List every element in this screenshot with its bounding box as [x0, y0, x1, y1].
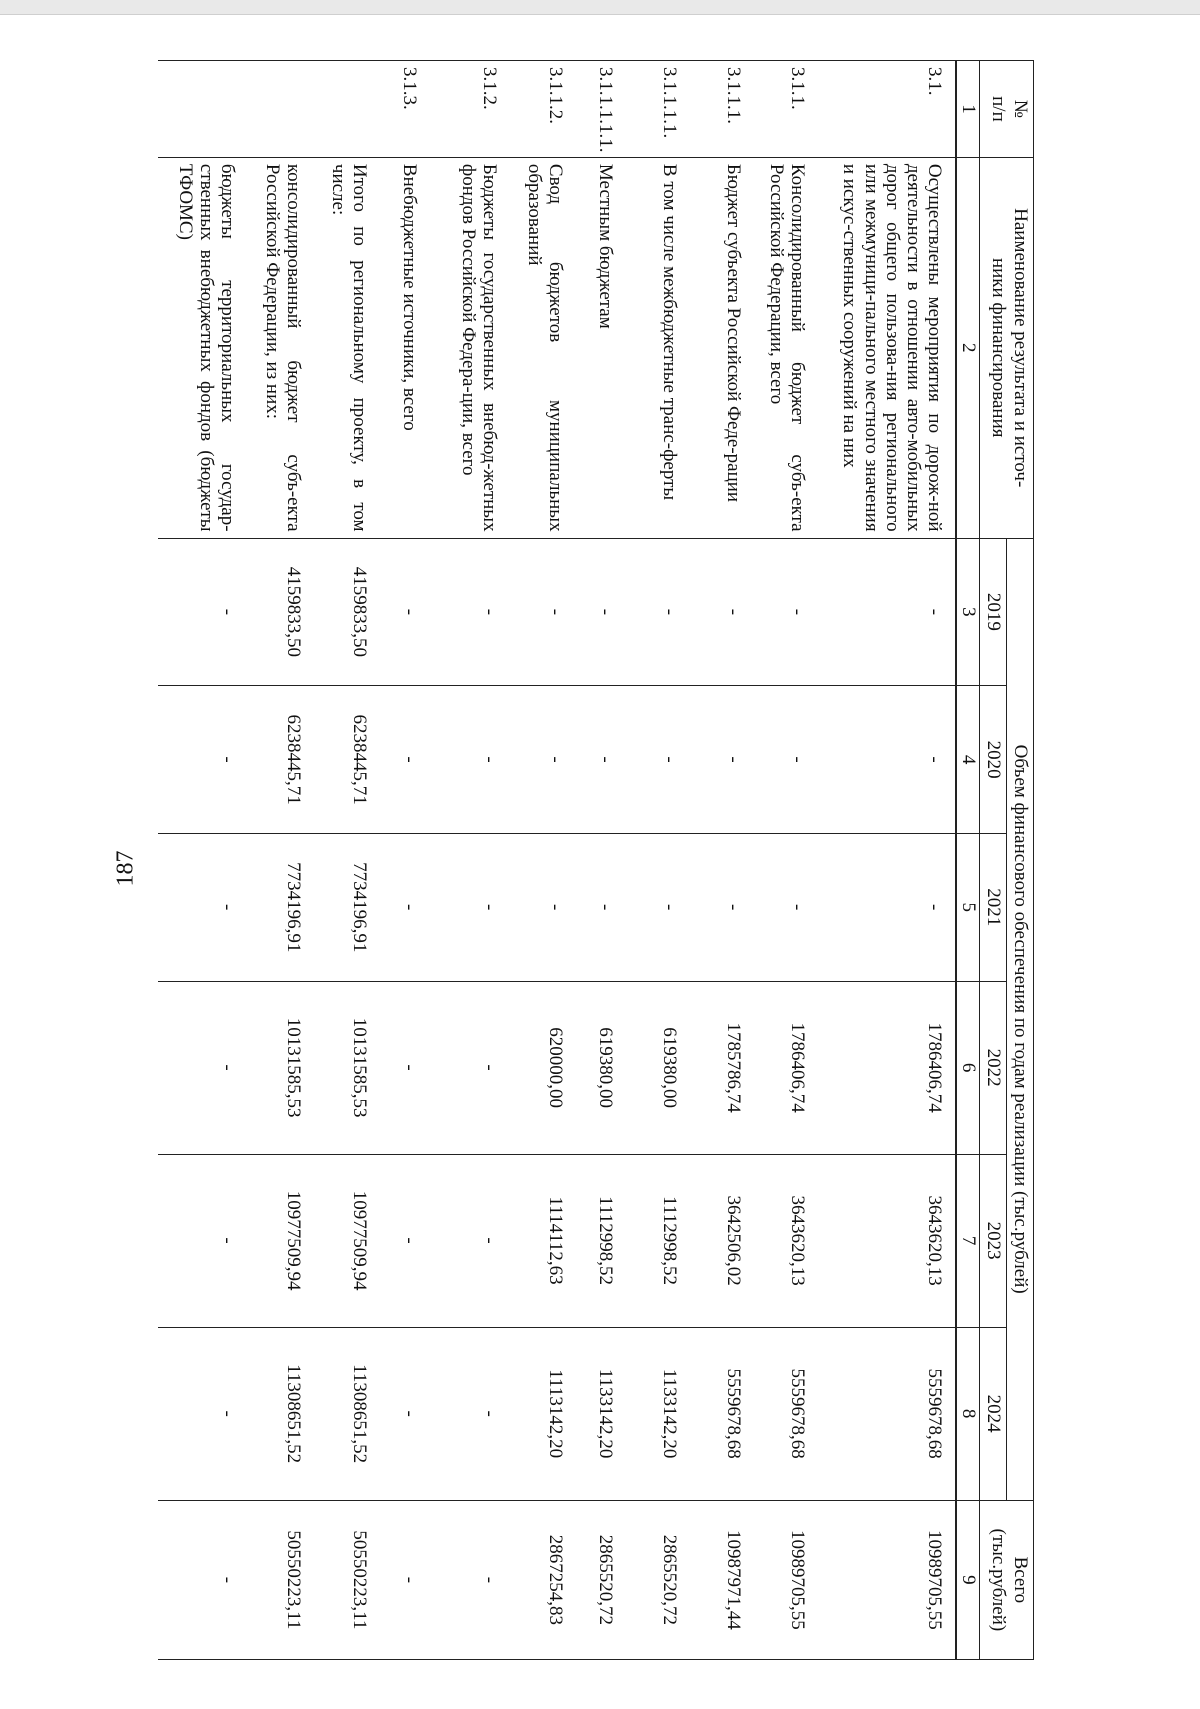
- row-year-value: 4159833,50: [314, 538, 380, 686]
- row-year-value: -: [430, 981, 510, 1154]
- scan-top-edge: [0, 0, 1200, 15]
- row-number: [158, 61, 248, 158]
- header-year: 2024: [980, 1327, 1007, 1500]
- row-year-value: -: [158, 833, 248, 981]
- row-number: 3.1.1.1.: [690, 61, 754, 158]
- row-year-value: 5559678,68: [754, 1327, 818, 1500]
- row-year-value: -: [690, 833, 754, 981]
- row-number: 3.1.1.1.1.1.: [576, 61, 626, 158]
- rotated-page-content: [94, 60, 1034, 1660]
- header-year: 2021: [980, 833, 1007, 981]
- table-row: [576, 61, 626, 1660]
- row-year-value: 1786406,74: [754, 981, 818, 1154]
- row-total-value: 10989705,55: [818, 1500, 956, 1659]
- row-name: консолидированный бюджет субъ-екта Российской Федерации, из них:: [248, 157, 314, 538]
- row-name: В том числе межбюджетные транс-ферты: [626, 157, 690, 538]
- table-row: [754, 61, 818, 1660]
- row-year-value: -: [158, 686, 248, 834]
- row-total-value: 50550223,11: [314, 1500, 380, 1659]
- row-name: Местным бюджетам: [576, 157, 626, 538]
- row-year-value: -: [158, 1327, 248, 1500]
- column-number: 8: [956, 1327, 979, 1500]
- table-body: [158, 61, 956, 1660]
- column-number: 7: [956, 1154, 979, 1327]
- row-year-value: -: [158, 538, 248, 686]
- row-year-value: 6238445,71: [314, 686, 380, 834]
- row-year-value: -: [754, 686, 818, 834]
- row-year-value: 620000,00: [510, 981, 576, 1154]
- row-year-value: -: [754, 538, 818, 686]
- row-year-value: -: [690, 538, 754, 686]
- row-year-value: 10977509,94: [248, 1154, 314, 1327]
- row-year-value: -: [380, 981, 430, 1154]
- header-year: 2020: [980, 686, 1007, 834]
- row-year-value: -: [818, 833, 956, 981]
- column-number: 6: [956, 981, 979, 1154]
- header-group: Объем финансового обеспечения по годам реализации (тыс.рублей): [1007, 538, 1034, 1500]
- row-year-value: -: [818, 686, 956, 834]
- row-year-value: -: [690, 686, 754, 834]
- row-year-value: -: [626, 833, 690, 981]
- row-total-value: 2867254,83: [510, 1500, 576, 1659]
- row-name: Внебюджетные источники, всего: [380, 157, 430, 538]
- row-number: 3.1.1.1.1.: [626, 61, 690, 158]
- row-year-value: 3642506,02: [690, 1154, 754, 1327]
- row-year-value: 11308651,52: [248, 1327, 314, 1500]
- row-year-value: -: [626, 686, 690, 834]
- row-year-value: -: [818, 538, 956, 686]
- row-year-value: 619380,00: [576, 981, 626, 1154]
- row-year-value: -: [576, 538, 626, 686]
- row-number: [314, 61, 380, 158]
- financing-table: [158, 60, 1034, 1660]
- column-number: 5: [956, 833, 979, 981]
- header-total: Всего (тыс.рублей): [980, 1500, 1034, 1659]
- row-year-value: 7734196,91: [314, 833, 380, 981]
- row-year-value: -: [380, 538, 430, 686]
- row-year-value: 1786406,74: [818, 981, 956, 1154]
- row-year-value: -: [430, 833, 510, 981]
- row-year-value: -: [510, 538, 576, 686]
- row-number: 3.1.2.: [430, 61, 510, 158]
- table-header: [956, 61, 1033, 1660]
- row-total-value: 2865520,72: [626, 1500, 690, 1659]
- row-total-value: 50550223,11: [248, 1500, 314, 1659]
- row-total-value: 2865520,72: [576, 1500, 626, 1659]
- table-row: [626, 61, 690, 1660]
- row-number: 3.1.: [818, 61, 956, 158]
- row-year-value: -: [576, 833, 626, 981]
- table-row: [690, 61, 754, 1660]
- row-year-value: 10131585,53: [248, 981, 314, 1154]
- row-year-value: -: [754, 833, 818, 981]
- row-name: Осуществлены мероприятия по дорож-ной деятельности в отношении авто-мобильных дорог общего пользова-ния регионального или межмуници-пального местного значения и искус-ственных сооружений на них: [818, 157, 956, 538]
- row-name: Бюджеты государственных внебюд-жетных фондов Российской Федера-ции, всего: [430, 157, 510, 538]
- header-name: Наименование результата и источ- ники финансирования: [980, 157, 1034, 538]
- row-number: 3.1.3.: [380, 61, 430, 158]
- row-year-value: 7734196,91: [248, 833, 314, 981]
- row-year-value: 1785786,74: [690, 981, 754, 1154]
- row-year-value: 1113142,20: [510, 1327, 576, 1500]
- row-year-value: -: [380, 1154, 430, 1327]
- row-total-value: -: [380, 1500, 430, 1659]
- column-number: 1: [956, 61, 979, 158]
- table-row: [158, 61, 248, 1660]
- row-name: Бюджет субъекта Российской Феде-рации: [690, 157, 754, 538]
- row-year-value: 1112998,52: [626, 1154, 690, 1327]
- row-number: 3.1.1.2.: [510, 61, 576, 158]
- table-row: [430, 61, 510, 1660]
- row-total-value: 10987971,44: [690, 1500, 754, 1659]
- row-total-value: -: [430, 1500, 510, 1659]
- row-year-value: 1112998,52: [576, 1154, 626, 1327]
- table-row: [510, 61, 576, 1660]
- table-row: [380, 61, 430, 1660]
- row-number: 3.1.1.: [754, 61, 818, 158]
- column-number: 4: [956, 686, 979, 834]
- row-year-value: -: [158, 1154, 248, 1327]
- column-number: 2: [956, 157, 979, 538]
- header-no: № п/п: [980, 61, 1034, 158]
- table-row: [818, 61, 956, 1660]
- header-year: 2019: [980, 538, 1007, 686]
- row-year-value: -: [158, 981, 248, 1154]
- row-year-value: 5559678,68: [690, 1327, 754, 1500]
- row-year-value: 11308651,52: [314, 1327, 380, 1500]
- row-name: Итого по региональному проекту, в том числе:: [314, 157, 380, 538]
- row-year-value: -: [430, 1154, 510, 1327]
- row-year-value: 10977509,94: [314, 1154, 380, 1327]
- row-year-value: -: [380, 1327, 430, 1500]
- row-year-value: 5559678,68: [818, 1327, 956, 1500]
- row-total-value: -: [158, 1500, 248, 1659]
- row-year-value: 3643620,13: [754, 1154, 818, 1327]
- row-year-value: -: [430, 1327, 510, 1500]
- column-number: 3: [956, 538, 979, 686]
- row-name: бюджеты территориальных государ-ственных внебюджетных фондов (бюджеты ТФОМС): [158, 157, 248, 538]
- row-year-value: -: [626, 538, 690, 686]
- row-year-value: -: [510, 686, 576, 834]
- row-year-value: 6238445,71: [248, 686, 314, 834]
- column-number: 9: [956, 1500, 979, 1659]
- row-year-value: 619380,00: [626, 981, 690, 1154]
- row-year-value: 1114112,63: [510, 1154, 576, 1327]
- row-year-value: 1133142,20: [576, 1327, 626, 1500]
- row-number: [248, 61, 314, 158]
- row-name: Свод бюджетов муниципальных образований: [510, 157, 576, 538]
- row-year-value: 3643620,13: [818, 1154, 956, 1327]
- page-number: 187: [112, 850, 139, 887]
- row-year-value: 1133142,20: [626, 1327, 690, 1500]
- header-year: 2023: [980, 1154, 1007, 1327]
- table-row: [248, 61, 314, 1660]
- table-row: [314, 61, 380, 1660]
- row-year-value: 10131585,53: [314, 981, 380, 1154]
- row-year-value: 4159833,50: [248, 538, 314, 686]
- row-year-value: -: [430, 538, 510, 686]
- row-year-value: -: [576, 686, 626, 834]
- row-year-value: -: [510, 833, 576, 981]
- header-year: 2022: [980, 981, 1007, 1154]
- row-total-value: 10989705,55: [754, 1500, 818, 1659]
- row-year-value: -: [430, 686, 510, 834]
- row-year-value: -: [380, 833, 430, 981]
- row-name: Консолидированный бюджет субъ-екта Российской Федерации, всего: [754, 157, 818, 538]
- row-year-value: -: [380, 686, 430, 834]
